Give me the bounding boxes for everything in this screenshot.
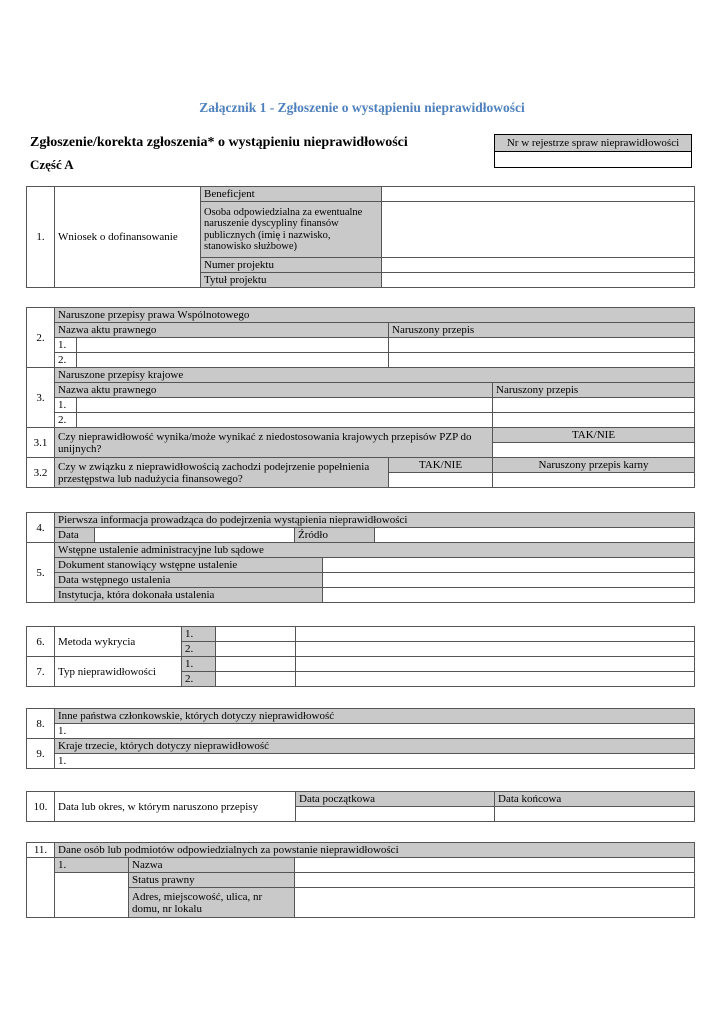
national-provisions-title: Naruszone przepisy krajowe <box>55 368 695 383</box>
project-number-label: Numer projektu <box>201 258 382 273</box>
section-9-number: 9. <box>27 739 55 769</box>
eu-provisions-title: Naruszone przepisy prawa Wspólnotowego <box>55 308 695 323</box>
type-row-1-number: 1. <box>182 657 216 672</box>
section-11-spacer <box>27 858 55 918</box>
third-countries-row-1[interactable]: 1. <box>55 754 695 769</box>
section-3-number: 3. <box>27 368 55 428</box>
first-information-title: Pierwsza informacja prowadząca do podejrzenia wystąpienia nieprawidłowości <box>55 513 695 528</box>
section-4-5-table <box>26 512 695 603</box>
criminal-provision-field[interactable] <box>493 473 695 488</box>
section-10-number: 10. <box>27 792 55 822</box>
responsible-person-label: Osoba odpowiedzialna za ewentualne naruszenie dyscypliny finansów publicznych (imię i nazwisko, stanowisko służbowe) <box>201 202 382 258</box>
finding-date-field[interactable] <box>323 573 695 588</box>
entity-address-field[interactable] <box>295 888 695 918</box>
register-number-box <box>494 134 692 168</box>
section-3-1-number: 3.1 <box>27 428 55 458</box>
pzp-question: Czy nieprawidłowość wynika/może wynikać z niedostosowania krajowych przepisów PZP do unijnych? <box>55 428 493 458</box>
eu-row-1-provision-field[interactable] <box>389 338 695 353</box>
section-7-number: 7. <box>27 657 55 687</box>
first-information-source-field[interactable] <box>375 528 695 543</box>
type-row-1-desc-field[interactable] <box>296 657 695 672</box>
project-number-field[interactable] <box>382 258 695 273</box>
finding-document-label: Dokument stanowiący wstępne ustalenie <box>55 558 323 573</box>
project-title-label: Tytuł projektu <box>201 273 382 288</box>
part-label: Część A <box>30 157 74 172</box>
pzp-answer-header: TAK/NIE <box>493 428 695 443</box>
section-6-7-table <box>26 626 695 687</box>
detection-row-1-desc-field[interactable] <box>296 627 695 642</box>
finding-institution-label: Instytucja, która dokonała ustalenia <box>55 588 323 603</box>
eu-violated-provision-header: Naruszony przepis <box>389 323 695 338</box>
crime-question: Czy w związku z nieprawidłowością zachodzi podejrzenie popełnienia przestępstwa lub nadużycia finansowego? <box>55 458 389 488</box>
beneficiary-field[interactable] <box>382 187 695 202</box>
start-date-field[interactable] <box>296 807 495 822</box>
attachment-title: Załącznik 1 - Zgłoszenie o wystąpieniu nieprawidłowości <box>199 100 525 115</box>
national-row-2-provision-field[interactable] <box>493 413 695 428</box>
section-2-3-table <box>26 307 695 488</box>
detection-row-2-code-field[interactable] <box>216 642 296 657</box>
section-4-number: 4. <box>27 513 55 543</box>
criminal-provision-header: Naruszony przepis karny <box>493 458 695 473</box>
end-date-field[interactable] <box>495 807 695 822</box>
responsible-entities-title: Dane osób lub podmiotów odpowiedzialnych za powstanie nieprawidłowości <box>55 843 695 858</box>
violation-period-label: Data lub okres, w którym naruszono przepisy <box>55 792 296 822</box>
entity-status-field[interactable] <box>295 873 695 888</box>
national-violated-provision-header: Naruszony przepis <box>493 383 695 398</box>
end-date-label: Data końcowa <box>495 792 695 807</box>
section-5-number: 5. <box>27 543 55 603</box>
section-8-9-table <box>26 708 695 769</box>
eu-row-2-provision-field[interactable] <box>389 353 695 368</box>
responsible-person-field[interactable] <box>382 202 695 258</box>
type-row-2-code-field[interactable] <box>216 672 296 687</box>
eu-row-1-number: 1. <box>55 338 77 353</box>
section-10-table <box>26 791 695 822</box>
eu-row-1-act-field[interactable] <box>77 338 389 353</box>
eu-row-2-act-field[interactable] <box>77 353 389 368</box>
national-row-1-number: 1. <box>55 398 77 413</box>
application-label: Wniosek o dofinansowanie <box>55 187 201 288</box>
pzp-answer-field[interactable] <box>493 443 695 458</box>
finding-institution-field[interactable] <box>323 588 695 603</box>
irregularity-type-label: Typ nieprawidłowości <box>55 657 182 687</box>
finding-date-label: Data wstępnego ustalenia <box>55 573 323 588</box>
first-information-date-field[interactable] <box>95 528 295 543</box>
entity-name-field[interactable] <box>295 858 695 873</box>
section-11-table <box>26 842 695 918</box>
national-row-1-provision-field[interactable] <box>493 398 695 413</box>
third-countries-title: Kraje trzecie, których dotyczy nieprawidłowość <box>55 739 695 754</box>
section-3-2-number: 3.2 <box>27 458 55 488</box>
start-date-label: Data początkowa <box>296 792 495 807</box>
crime-answer-header: TAK/NIE <box>389 458 493 473</box>
first-information-source-label: Źródło <box>295 528 375 543</box>
section-11-number: 11. <box>27 843 55 858</box>
entity-address-label: Adres, miejscowość, ulica, nr domu, nr lokalu <box>129 888 295 918</box>
entity-status-label: Status prawny <box>129 873 295 888</box>
national-row-2-act-field[interactable] <box>77 413 493 428</box>
project-title-field[interactable] <box>382 273 695 288</box>
preliminary-finding-title: Wstępne ustalenie administracyjne lub sądowe <box>55 543 695 558</box>
finding-document-field[interactable] <box>323 558 695 573</box>
member-states-title: Inne państwa członkowskie, których dotyczy nieprawidłowość <box>55 709 695 724</box>
type-row-2-number: 2. <box>182 672 216 687</box>
beneficiary-label: Beneficjent <box>201 187 382 202</box>
national-act-name-header: Nazwa aktu prawnego <box>55 383 493 398</box>
detection-row-2-number: 2. <box>182 642 216 657</box>
type-row-2-desc-field[interactable] <box>296 672 695 687</box>
form-title: Zgłoszenie/korekta zgłoszenia* o wystąpieniu nieprawidłowości <box>30 135 408 150</box>
detection-row-2-desc-field[interactable] <box>296 642 695 657</box>
section-1-table <box>26 186 695 288</box>
eu-act-name-header: Nazwa aktu prawnego <box>55 323 389 338</box>
entity-row-1-blank <box>55 873 129 918</box>
section-6-number: 6. <box>27 627 55 657</box>
section-8-number: 8. <box>27 709 55 739</box>
entity-name-label: Nazwa <box>129 858 295 873</box>
detection-method-label: Metoda wykrycia <box>55 627 182 657</box>
first-information-date-label: Data <box>55 528 95 543</box>
national-row-2-number: 2. <box>55 413 77 428</box>
crime-answer-field[interactable] <box>389 473 493 488</box>
member-states-row-1[interactable]: 1. <box>55 724 695 739</box>
detection-row-1-number: 1. <box>182 627 216 642</box>
register-number-label: Nr w rejestrze spraw nieprawidłowości <box>495 135 691 152</box>
national-row-1-act-field[interactable] <box>77 398 493 413</box>
register-number-field[interactable] <box>495 152 691 168</box>
eu-row-2-number: 2. <box>55 353 77 368</box>
detection-row-1-code-field[interactable] <box>216 627 296 642</box>
type-row-1-code-field[interactable] <box>216 657 296 672</box>
entity-row-1-number: 1. <box>55 858 129 873</box>
section-1-number: 1. <box>27 187 55 288</box>
section-2-number: 2. <box>27 308 55 368</box>
